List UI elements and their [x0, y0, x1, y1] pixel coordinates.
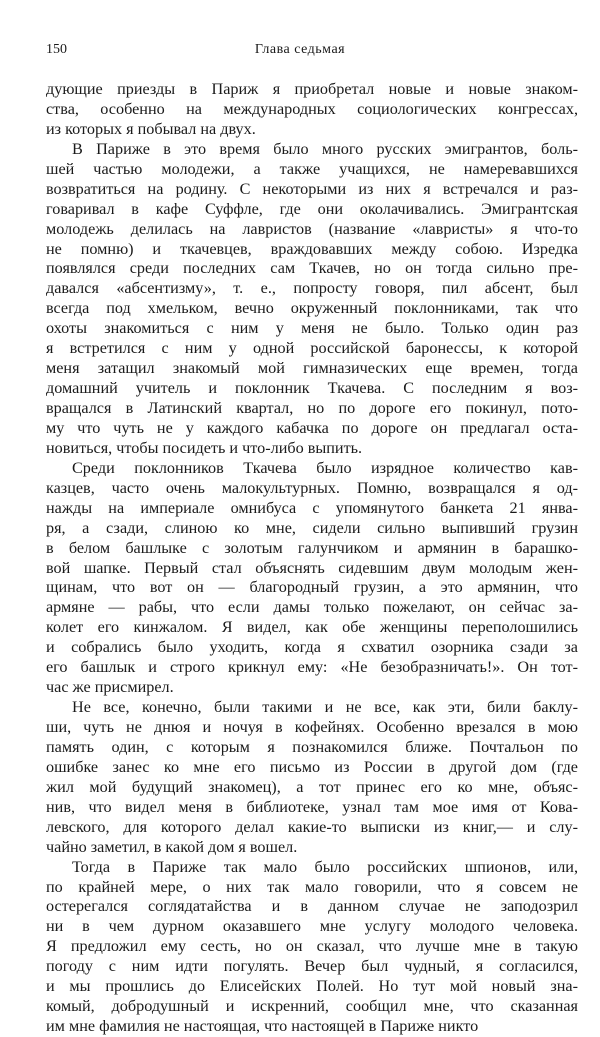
- text-line: новиться, чтобы посидеть и что-либо выпить.: [46, 438, 363, 457]
- text-line: меня затащил знакомый мой гимназических еще времен, тогда: [46, 359, 578, 378]
- text-line: нажды на империале омнибуса с упомянутого банкета 21 янва-: [46, 498, 578, 517]
- text-line: шей частью молодежи, а также учащихся, не намеревавшихся: [46, 159, 578, 178]
- text-line: ши, чуть не днюя и ночуя в кофейнях. Особенно врезался в мою: [46, 718, 578, 736]
- paragraph: [46, 140, 578, 459]
- text-line: его башлык и строго крикнул ему: «Не безобразничать!». Он тот-: [46, 658, 578, 677]
- text-line: появлялся среди последних сам Ткачев, но он тогда сильно пре-: [46, 259, 578, 278]
- text-line: в белом башлыке с золотым галунчиком и армянин в барашко-: [46, 538, 578, 557]
- text-line: давался «абсентизму», т. е., попросту говоря, пил абсент, был: [46, 279, 578, 298]
- text-line: му что чуть не у каждого кабачка по дороге он предлагал оста-: [46, 418, 578, 437]
- text-line: ни в чем дурном оказавшего мне услугу молодого человека.: [46, 917, 578, 936]
- text-line: нив, что видел меня в библиотеке, узнал там мое имя от Кова-: [46, 797, 578, 816]
- text-line: В Париже в это время было много русских эмигрантов, боль-: [72, 139, 578, 158]
- paragraph: [46, 858, 578, 1037]
- running-title: Глава седьмая: [254, 42, 346, 57]
- text-line: молодежь делилась на лавристов (название «лавристы» я что-то: [46, 219, 578, 238]
- text-line: вой шапке. Первый стал объяснять сидевшим двум молодым жен-: [46, 558, 578, 577]
- text-line: всегда под хмельком, вечно окруженный поклонниками, так что: [46, 299, 578, 318]
- text-line: я встретился с ним у одной российской баронессы, к которой: [46, 339, 578, 358]
- text-line: казцев, часто очень малокультурных. Помню, возвращался я од-: [46, 478, 578, 497]
- text-line: Тогда в Париже так мало было российских шпионов, или,: [72, 857, 578, 876]
- text-line: щинам, что вот он — благородный грузин, а это армянин, что: [46, 578, 578, 597]
- text-line: им мне фамилия не настоящая, что настоящей в Париже никто: [46, 1017, 479, 1036]
- text-line: армяне — рабы, что если дамы только пожелают, он сейчас за-: [46, 598, 578, 617]
- text-line: ря, а сзади, слиною ко мне, сидели сильно выпивший грузин: [46, 518, 578, 537]
- paragraph: [46, 80, 578, 140]
- text-line: по крайней мере, о них так мало говорили, что я совсем не: [46, 877, 578, 896]
- text-line: левского, для которого делал какие-то выписки из книг,— и слу-: [46, 817, 578, 836]
- paragraph: [46, 698, 578, 858]
- text-line: комый, добродушный и искренний, сообщил мне, что сказанная: [46, 997, 578, 1016]
- text-line: Я предложил ему сесть, но он сказал, что лучше мне в такую: [46, 937, 578, 956]
- text-line: колет его кинжалом. Я видел, как обе женщины переполошились: [46, 618, 578, 637]
- text-line: возвратиться на родину. С некоторыми из них я встречался и раз-: [46, 179, 578, 198]
- text-line: дующие приезды в Париж я приобретал новые и новые знаком-: [46, 80, 578, 98]
- text-line: погоду с ним идти погулять. Вечер был чудный, я согласился,: [46, 957, 578, 976]
- text-line: Не все, конечно, были такими и не все, как эти, били баклу-: [72, 698, 578, 717]
- text-line: вращался в Латинский квартал, но по дороге его покинул, пото-: [46, 399, 578, 417]
- page-header: [46, 42, 554, 62]
- text-line: и мы прошлись до Елисейских Полей. Но тут мой новый зна-: [46, 977, 578, 996]
- text-line: ошибке занес ко мне его письмо из России в другой дом (где: [46, 757, 578, 776]
- text-line: Среди поклонников Ткачева было изрядное количество кав-: [72, 458, 578, 477]
- text-line: и собрались было уходить, когда я схватил озорника сзади за: [46, 638, 578, 657]
- text-line: час же присмирел.: [46, 678, 174, 697]
- text-line: домашний учитель и поклонник Ткачева. С последним я воз-: [46, 379, 578, 398]
- text-line: охоты знакомиться с ним у меня не было. Только один раз: [46, 319, 578, 338]
- text-line: остерегался соглядатайства и в данном случае не заподозрил: [46, 897, 578, 916]
- paragraph: [46, 459, 578, 698]
- text-line: жил мой будущий знакомец), а тот принес его ко мне, объяс-: [46, 777, 578, 796]
- text-line: чайно заметил, в какой дом я вошел.: [46, 837, 298, 856]
- text-line: говаривал в кафе Суффле, где они околачивались. Эмигрантская: [46, 199, 578, 218]
- body-text: [46, 80, 578, 1037]
- text-line: память один, с которым я познакомился ближе. Почтальон по: [46, 737, 578, 756]
- text-line: ства, особенно на международных социологических конгрессах,: [46, 99, 578, 118]
- text-line: не помню) и ткачевцев, враждовавших между собою. Изредка: [46, 239, 578, 258]
- page-number: 150: [46, 42, 67, 57]
- text-line: из которых я побывал на двух.: [46, 119, 256, 138]
